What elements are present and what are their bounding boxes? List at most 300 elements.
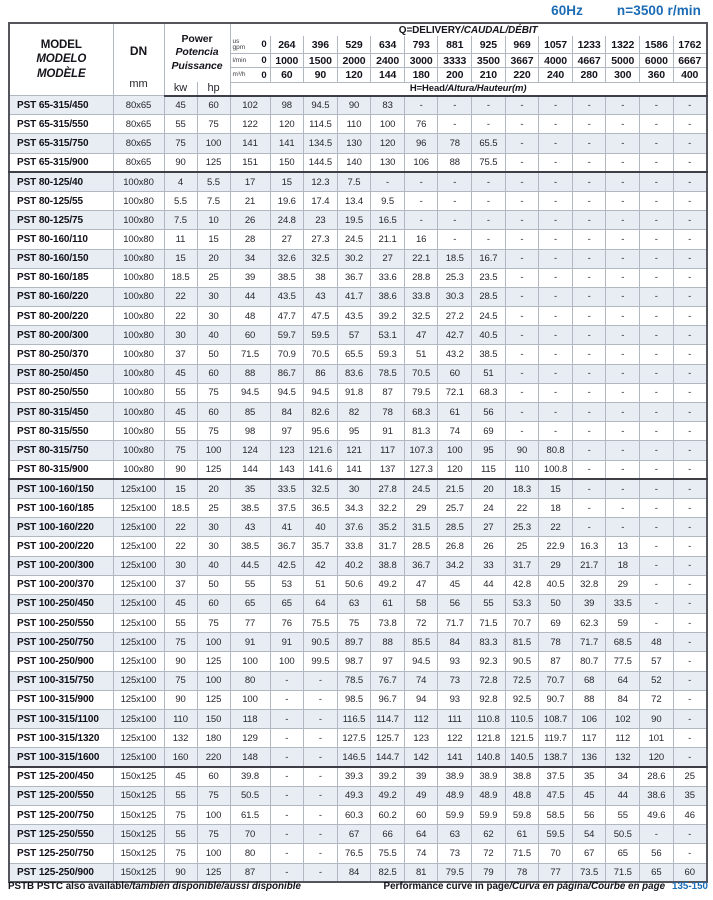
flow-unit-cell: [230, 68, 270, 82]
power-kw-cell: 90: [164, 863, 197, 882]
head-value-cell: 96.7: [371, 690, 405, 709]
head-value-cell: 114.5: [304, 115, 338, 134]
head-value-cell: -: [572, 460, 606, 479]
head-value-cell: 59.9: [438, 805, 472, 824]
head-value-cell: 120: [640, 748, 674, 767]
head-value-cell: 39.8: [230, 767, 270, 786]
head-value-cell: -: [438, 211, 472, 230]
head-value-cell: -: [640, 556, 674, 575]
head-value-cell: 27.8: [371, 479, 405, 498]
head-value-cell: 117: [371, 441, 405, 460]
head-value-cell: -: [673, 479, 707, 498]
table-row: [9, 844, 707, 863]
head-value-cell: 60: [404, 805, 438, 824]
head-value-cell: 12.3: [304, 172, 338, 191]
head-value-cell: 23: [304, 211, 338, 230]
head-value-cell: 86.7: [270, 364, 304, 383]
flow-value-cell: 180: [404, 68, 438, 82]
head-value-cell: 84: [270, 403, 304, 422]
h-title-en: H=Head: [409, 83, 445, 95]
head-value-cell: 32.8: [572, 575, 606, 594]
power-hp-cell: 60: [197, 767, 230, 786]
head-value-cell: 31.7: [505, 556, 539, 575]
head-value-cell: -: [270, 805, 304, 824]
head-value-cell: 42.8: [505, 575, 539, 594]
power-kw-cell: 75: [164, 134, 197, 153]
head-value-cell: 21.5: [438, 479, 472, 498]
head-value-cell: 120: [371, 134, 405, 153]
flow-value-cell: 396: [304, 36, 338, 53]
head-value-cell: 41: [270, 518, 304, 537]
head-value-cell: -: [539, 326, 573, 345]
head-value-cell: 110.5: [505, 710, 539, 729]
head-value-cell: 71.7: [572, 633, 606, 652]
head-value-cell: 84: [337, 863, 371, 882]
head-value-cell: 141: [438, 748, 472, 767]
head-value-cell: -: [505, 307, 539, 326]
table-row: [9, 594, 707, 613]
model-cell: PST 100-160/150: [9, 479, 113, 498]
head-value-cell: 43.5: [337, 307, 371, 326]
dn-cell: 100x80: [113, 345, 164, 364]
dn-cell: 100x80: [113, 460, 164, 479]
head-value-cell: 93: [438, 652, 472, 671]
head-value-cell: 75.5: [371, 844, 405, 863]
head-value-cell: 124: [230, 441, 270, 460]
head-value-cell: 86: [304, 364, 338, 383]
head-value-cell: 47.5: [539, 786, 573, 805]
head-value-cell: 49.2: [371, 786, 405, 805]
power-hp-cell: 100: [197, 441, 230, 460]
power-hp-cell: 20: [197, 479, 230, 498]
flow-unit-label: us gpm: [232, 37, 246, 51]
head-value-cell: -: [572, 326, 606, 345]
head-value-cell: -: [673, 441, 707, 460]
head-value-cell: 43.2: [438, 345, 472, 364]
flow-value-cell: 240: [539, 68, 573, 82]
flow-zero-value: 0: [261, 39, 267, 51]
head-value-cell: 56: [640, 844, 674, 863]
head-value-cell: 59.5: [539, 825, 573, 844]
head-value-cell: 83.3: [472, 633, 506, 652]
head-value-cell: 26: [472, 537, 506, 556]
head-value-cell: 121: [337, 441, 371, 460]
head-value-cell: -: [304, 786, 338, 805]
model-cell: PST 80-125/40: [9, 172, 113, 191]
head-value-cell: -: [539, 364, 573, 383]
dn-cell: 100x80: [113, 326, 164, 345]
head-value-cell: -: [673, 287, 707, 306]
head-value-cell: 129: [230, 729, 270, 748]
head-value-cell: 43: [304, 287, 338, 306]
dn-cell: 150x125: [113, 844, 164, 863]
model-cell: PST 100-160/220: [9, 518, 113, 537]
head-value-cell: 69: [539, 614, 573, 633]
model-cell: PST 80-315/450: [9, 403, 113, 422]
power-kw-cell: 45: [164, 594, 197, 613]
head-value-cell: 51: [404, 345, 438, 364]
head-value-cell: 35: [673, 786, 707, 805]
dn-cell: 100x80: [113, 364, 164, 383]
head-value-cell: -: [640, 364, 674, 383]
head-value-cell: 144: [230, 460, 270, 479]
head-value-cell: -: [539, 249, 573, 268]
head-value-cell: -: [673, 575, 707, 594]
table-row: [9, 767, 707, 786]
power-kw-cell: 22: [164, 287, 197, 306]
head-value-cell: 93: [438, 690, 472, 709]
head-value-cell: -: [640, 383, 674, 402]
head-value-cell: 85: [230, 403, 270, 422]
head-value-cell: 24.8: [270, 211, 304, 230]
head-value-cell: 22: [539, 518, 573, 537]
head-value-cell: 94: [404, 690, 438, 709]
head-value-cell: -: [640, 345, 674, 364]
head-value-cell: 119.7: [539, 729, 573, 748]
table-row: [9, 422, 707, 441]
head-value-cell: 112: [404, 710, 438, 729]
head-value-cell: 33: [472, 556, 506, 575]
flow-value-cell: 3333: [438, 54, 472, 68]
head-value-cell: 97: [270, 422, 304, 441]
head-value-cell: 36.5: [304, 498, 338, 517]
head-value-cell: 33.8: [337, 537, 371, 556]
head-value-cell: 49: [404, 786, 438, 805]
head-value-cell: 36.7: [337, 268, 371, 287]
head-value-cell: 38.6: [371, 287, 405, 306]
head-value-cell: 16.3: [572, 537, 606, 556]
head-value-cell: 127.5: [337, 729, 371, 748]
flow-unit-cell: [230, 54, 270, 68]
head-value-cell: -: [673, 748, 707, 767]
head-value-cell: 40.2: [337, 556, 371, 575]
head-value-cell: 141.6: [304, 460, 338, 479]
head-value-cell: 80: [230, 844, 270, 863]
head-value-cell: -: [539, 268, 573, 287]
power-hp-cell: 75: [197, 825, 230, 844]
head-value-cell: -: [505, 422, 539, 441]
head-value-cell: 76: [270, 614, 304, 633]
model-cell: PST 80-125/55: [9, 191, 113, 210]
head-value-cell: 58.5: [539, 805, 573, 824]
head-value-cell: 30.2: [337, 249, 371, 268]
head-value-cell: -: [539, 287, 573, 306]
power-hp-cell: 30: [197, 537, 230, 556]
table-row: [9, 729, 707, 748]
head-value-cell: 53.1: [371, 326, 405, 345]
head-value-cell: 100: [438, 441, 472, 460]
head-value-cell: -: [606, 441, 640, 460]
flow-value-cell: 400: [673, 68, 707, 82]
head-value-cell: 112: [606, 729, 640, 748]
head-value-cell: 79.5: [404, 383, 438, 402]
head-value-cell: -: [438, 191, 472, 210]
head-value-cell: 130: [371, 153, 405, 172]
head-value-cell: 87: [371, 383, 405, 402]
head-value-cell: 48.9: [472, 786, 506, 805]
head-value-cell: 25.3: [438, 268, 472, 287]
head-value-cell: 90.5: [505, 652, 539, 671]
power-hp-cell: 60: [197, 594, 230, 613]
table-header: [9, 23, 707, 96]
head-value-cell: 90.5: [304, 633, 338, 652]
power-hp-cell: 125: [197, 652, 230, 671]
head-value-cell: 25: [505, 537, 539, 556]
head-value-cell: 24.5: [404, 479, 438, 498]
head-value-cell: 107.3: [404, 441, 438, 460]
head-value-cell: 63: [438, 825, 472, 844]
head-value-cell: 90: [505, 441, 539, 460]
head-value-cell: -: [673, 115, 707, 134]
flow-value-cell: 1586: [640, 36, 674, 53]
head-value-cell: 39: [572, 594, 606, 613]
head-value-cell: 36.7: [404, 556, 438, 575]
head-value-cell: 140.5: [505, 748, 539, 767]
head-value-cell: 48: [640, 633, 674, 652]
flow-value-cell: 90: [304, 68, 338, 82]
head-value-cell: 13: [606, 537, 640, 556]
power-column-header: [164, 23, 230, 82]
kw-unit-label: kw: [164, 82, 197, 95]
head-value-cell: -: [673, 825, 707, 844]
head-value-cell: -: [640, 537, 674, 556]
head-value-cell: 88: [572, 690, 606, 709]
head-value-cell: 19.6: [270, 191, 304, 210]
power-kw-cell: 37: [164, 345, 197, 364]
dn-cell: 125x100: [113, 594, 164, 613]
flow-value-cell: 60: [270, 68, 304, 82]
flow-value-cell: 1057: [539, 36, 573, 53]
dn-cell: 125x100: [113, 710, 164, 729]
head-value-cell: 67: [572, 844, 606, 863]
head-value-cell: 28.5: [438, 518, 472, 537]
head-value-cell: -: [673, 690, 707, 709]
head-value-cell: 151: [230, 153, 270, 172]
head-value-cell: -: [505, 403, 539, 422]
table-row: [9, 748, 707, 767]
head-value-cell: 120: [270, 115, 304, 134]
head-value-cell: 106: [572, 710, 606, 729]
head-value-cell: -: [304, 767, 338, 786]
head-value-cell: -: [304, 805, 338, 824]
model-cell: PST 65-315/450: [9, 96, 113, 115]
head-value-cell: 27: [371, 249, 405, 268]
head-value-cell: 78.5: [371, 364, 405, 383]
power-kw-cell: 18.5: [164, 268, 197, 287]
head-value-cell: 73.8: [371, 614, 405, 633]
head-value-cell: -: [640, 211, 674, 230]
dn-unit-label: mm: [129, 78, 148, 90]
head-value-cell: 65: [230, 594, 270, 613]
power-hp-cell: 125: [197, 460, 230, 479]
head-value-cell: 140: [337, 153, 371, 172]
head-value-cell: 56: [438, 594, 472, 613]
head-value-cell: 100.8: [539, 460, 573, 479]
head-value-cell: 81.3: [404, 422, 438, 441]
head-value-cell: -: [304, 825, 338, 844]
table-row: [9, 575, 707, 594]
head-value-cell: 97: [371, 652, 405, 671]
flow-value-cell: 2000: [337, 54, 371, 68]
head-value-cell: -: [572, 211, 606, 230]
head-value-cell: -: [673, 172, 707, 191]
head-value-cell: 82: [337, 403, 371, 422]
head-value-cell: -: [539, 134, 573, 153]
head-value-cell: 115: [472, 460, 506, 479]
head-value-cell: 55: [606, 805, 640, 824]
head-value-cell: 35: [230, 479, 270, 498]
dn-cell: 125x100: [113, 671, 164, 690]
power-hp-cell: 75: [197, 614, 230, 633]
flow-value-cell: 2400: [371, 54, 405, 68]
power-kw-cell: 75: [164, 441, 197, 460]
dn-cell: 125x100: [113, 556, 164, 575]
head-value-cell: 146.5: [337, 748, 371, 767]
model-cell: PST 100-315/1100: [9, 710, 113, 729]
head-value-cell: 39.2: [371, 307, 405, 326]
dn-cell: 125x100: [113, 498, 164, 517]
table-row: [9, 690, 707, 709]
head-value-cell: -: [572, 287, 606, 306]
head-value-cell: 18.3: [505, 479, 539, 498]
head-value-cell: -: [640, 498, 674, 517]
flow-value-cell: 925: [472, 36, 506, 53]
head-value-cell: 19.5: [337, 211, 371, 230]
table-row: [9, 230, 707, 249]
power-hp-cell: 7.5: [197, 191, 230, 210]
head-value-cell: 148: [230, 748, 270, 767]
head-value-cell: 110: [505, 460, 539, 479]
head-value-cell: 16.5: [371, 211, 405, 230]
model-cell: PST 80-160/185: [9, 268, 113, 287]
head-value-cell: 99.5: [304, 652, 338, 671]
head-value-cell: 150: [270, 153, 304, 172]
flow-value-cell: 200: [438, 68, 472, 82]
head-value-cell: 78: [438, 134, 472, 153]
head-value-cell: 110: [337, 115, 371, 134]
head-value-cell: 34.3: [337, 498, 371, 517]
head-value-cell: 27.3: [304, 230, 338, 249]
head-value-cell: -: [606, 403, 640, 422]
head-value-cell: -: [606, 153, 640, 172]
head-value-cell: 92.3: [472, 652, 506, 671]
head-value-cell: 49.3: [337, 786, 371, 805]
head-value-cell: 16: [404, 230, 438, 249]
head-value-cell: 72.5: [505, 671, 539, 690]
head-value-cell: -: [505, 230, 539, 249]
dn-cell: 100x80: [113, 307, 164, 326]
head-value-cell: -: [572, 115, 606, 134]
head-value-cell: 9.5: [371, 191, 405, 210]
power-kw-cell: 75: [164, 633, 197, 652]
head-value-cell: 70.7: [505, 614, 539, 633]
head-value-cell: 33.5: [606, 594, 640, 613]
head-value-cell: -: [606, 422, 640, 441]
dn-cell: 100x80: [113, 383, 164, 402]
head-value-cell: 130: [337, 134, 371, 153]
head-value-cell: -: [539, 422, 573, 441]
head-value-cell: 90.7: [539, 690, 573, 709]
head-value-cell: 76.7: [371, 671, 405, 690]
head-value-cell: 84: [606, 690, 640, 709]
head-value-cell: 15: [539, 479, 573, 498]
dn-cell: 80x65: [113, 96, 164, 115]
head-value-cell: 51: [304, 575, 338, 594]
head-value-cell: -: [606, 287, 640, 306]
dn-cell: 125x100: [113, 518, 164, 537]
table-row: [9, 614, 707, 633]
head-value-cell: 65: [270, 594, 304, 613]
head-value-cell: 36.7: [270, 537, 304, 556]
head-value-cell: -: [673, 307, 707, 326]
head-value-cell: 78.5: [337, 671, 371, 690]
head-value-cell: -: [572, 191, 606, 210]
head-value-cell: 38.5: [270, 268, 304, 287]
head-value-cell: -: [270, 671, 304, 690]
head-value-cell: 35: [572, 767, 606, 786]
head-value-cell: 61.5: [230, 805, 270, 824]
model-cell: PST 80-200/300: [9, 326, 113, 345]
flow-value-cell: 144: [371, 68, 405, 82]
model-cell: PST 100-315/1320: [9, 729, 113, 748]
head-value-cell: 74: [404, 671, 438, 690]
table-row: [9, 556, 707, 575]
head-value-cell: 75.5: [304, 614, 338, 633]
head-value-cell: 68.3: [472, 383, 506, 402]
head-value-cell: 111: [438, 710, 472, 729]
dn-cell: 125x100: [113, 633, 164, 652]
head-value-cell: 56: [472, 403, 506, 422]
head-value-cell: 39.2: [371, 767, 405, 786]
power-hp-cell: 100: [197, 633, 230, 652]
q-delivery-header: [230, 23, 707, 36]
head-value-cell: 79.5: [438, 863, 472, 882]
head-value-cell: -: [640, 575, 674, 594]
head-value-cell: 60.3: [337, 805, 371, 824]
pump-performance-table: [8, 22, 708, 883]
dn-cell: 100x80: [113, 287, 164, 306]
power-hp-cell: 60: [197, 364, 230, 383]
head-value-cell: 38.5: [472, 345, 506, 364]
head-value-cell: -: [505, 287, 539, 306]
model-cell: PST 125-250/750: [9, 844, 113, 863]
head-value-cell: 38.9: [472, 767, 506, 786]
head-value-cell: 71.5: [472, 614, 506, 633]
table-row: [9, 326, 707, 345]
flow-value-cell: 793: [404, 36, 438, 53]
frequency-label: 60Hz: [551, 3, 584, 18]
dn-cell: 100x80: [113, 191, 164, 210]
flow-value-cell: 6000: [640, 54, 674, 68]
head-value-cell: 65.5: [337, 345, 371, 364]
hp-unit-label: hp: [197, 82, 230, 95]
power-hp-cell: 75: [197, 422, 230, 441]
model-cell: PST 80-160/110: [9, 230, 113, 249]
dn-cell: 80x65: [113, 153, 164, 172]
flow-value-cell: 120: [337, 68, 371, 82]
head-value-cell: 142: [404, 748, 438, 767]
table-row: [9, 786, 707, 805]
head-value-cell: -: [304, 690, 338, 709]
head-value-cell: 121.8: [472, 729, 506, 748]
head-value-cell: -: [572, 96, 606, 115]
power-kw-cell: 75: [164, 805, 197, 824]
head-value-cell: 95: [337, 422, 371, 441]
head-value-cell: 91: [371, 422, 405, 441]
flow-value-cell: 1233: [572, 36, 606, 53]
head-value-cell: 91: [270, 633, 304, 652]
table-row: [9, 172, 707, 191]
